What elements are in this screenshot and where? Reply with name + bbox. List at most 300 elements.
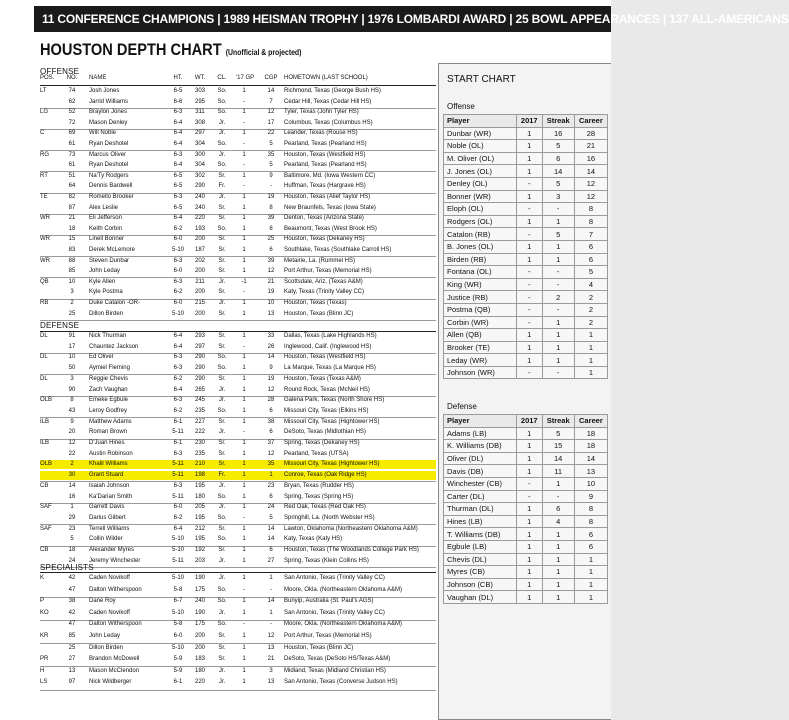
cell-games-played: - [243,98,245,105]
cell-games-played: 1 [242,418,246,425]
cell-games-played: 1 [242,300,246,306]
cell-games-played: 1 [242,215,246,222]
start-chart-stat: 1 [517,452,543,465]
start-chart-row [444,266,608,279]
cell-class: Jr. [218,504,226,511]
cell-career-games: 19 [267,375,275,382]
cell-career-games: 14 [267,525,275,532]
defense-row [40,386,436,395]
start-chart-stat: 18 [574,440,607,453]
cell-weight: 180 [194,493,205,500]
start-chart-player: King (WR) [444,278,517,291]
start-chart-header: Player [444,415,517,428]
cell-games-played: -1 [241,278,247,285]
start-chart-row [444,127,608,140]
cell-number: 61 [68,141,76,147]
cell-weight: 200 [194,236,205,243]
cell-weight: 200 [194,289,205,296]
cell-class: Sr. [218,236,226,243]
cell-height: 6-2 [173,514,183,521]
cell-hometown: Houston, Texas (Alief Taylor HS) [284,194,371,200]
cell-number: 42 [68,609,76,616]
cell-number: 64 [68,183,76,190]
title-text: HOUSTON DEPTH CHART [40,40,222,59]
cell-career-games: 5 [269,141,273,147]
cell-hometown: Beaumont, Texas (West Brook HS) [284,225,377,232]
cell-weight: 308 [194,119,205,126]
cell-career-games: 25 [267,236,275,243]
cell-hometown: Conroe, Texas (Oak Ridge HS) [284,472,367,479]
defense-row [40,493,436,502]
cell-height: 6-2 [173,407,183,414]
start-chart-player: Chevis (DL) [444,553,517,566]
cell-name: D'Juan Hines [89,440,125,446]
start-chart-row [444,440,608,453]
offense-heading: OFFENSE [40,67,80,76]
cell-career-games: 5 [269,162,273,169]
cell-career-games: 1 [269,575,273,581]
cell-weight: 245 [194,397,205,404]
cell-height: 6-3 [173,365,183,372]
cell-height: 6-4 [173,386,183,393]
cell-weight: 240 [194,204,205,211]
cell-height: 6-5 [173,204,183,211]
cell-weight: 195 [194,482,205,489]
cell-games-played: 1 [242,365,246,372]
cell-number: 72 [68,119,76,126]
specialists-rule [40,572,436,573]
cell-height: 6-4 [173,130,183,137]
cell-number: 24 [68,557,76,564]
cell-number: 85 [68,633,76,639]
cell-name: Dalton Witherspoon [89,621,142,628]
cell-career-games: 14 [267,354,275,361]
cell-career-games: 5 [269,514,273,521]
start-chart-stat: - [517,490,543,503]
cell-name: Caden Novikoff [89,609,130,616]
cell-name: Matthew Adams [89,418,132,425]
start-chart-player: Hines (LB) [444,515,517,528]
start-chart-row [444,152,608,165]
cell-height: 5-11 [172,557,184,564]
cell-name: Steven Dunbar [89,257,130,264]
start-chart-stat: 1 [517,240,543,253]
cell-number: 85 [68,268,76,275]
cell-weight: 200 [194,310,205,317]
cell-career-games: 37 [267,440,275,446]
cell-career-games: 1 [269,609,273,616]
start-chart-header: Streak [542,115,574,128]
cell-pos: PR [40,656,49,663]
start-chart-stat: - [517,266,543,279]
cell-games-played: 1 [242,493,246,500]
cell-name: Braylon Jones [89,109,128,116]
start-chart-row [444,591,608,604]
cell-class: Jr. [218,397,226,404]
start-chart-row [444,228,608,241]
start-chart-stat: 18 [574,427,607,440]
cell-weight: 195 [194,536,205,543]
start-chart-stat: 1 [574,578,607,591]
cell-hometown: Spring, Texas (Dekaney HS) [284,440,360,446]
cell-name: Mason Denley [89,119,128,126]
cell-class: Jr. [218,386,226,393]
cell-weight: 202 [194,257,205,264]
cell-number: 47 [68,586,76,593]
cell-career-games: 26 [267,343,275,350]
cell-number: 69 [68,130,76,137]
cell-name: Marcus Oliver [89,151,127,158]
cell-pos: LT [40,88,47,94]
cell-hometown: Inglewood, Calif. (Inglewood HS) [284,343,372,350]
cell-number: 27 [68,656,76,663]
cell-hometown: Houston, Texas (Blinn JC) [284,310,354,317]
cell-name: Grant Stuard [89,472,124,479]
cell-career-games: 14 [267,536,275,543]
cell-career-games: 9 [269,172,273,179]
cell-pos: H [40,667,45,674]
start-chart-player: K. Williams (DB) [444,440,517,453]
start-chart-stat: 2 [574,303,607,316]
cell-hometown: New Braunfels, Texas (Iowa State) [284,204,376,211]
cell-hometown: Houston, Texas (Westfield HS) [284,151,366,158]
cell-hometown: Lawton, Oklahoma (Northeastern Oklahoma A&M) [284,525,418,532]
start-chart-title: START CHART [447,74,516,85]
cell-pos: RT [40,172,48,179]
specialists-row [40,609,436,618]
cell-games-played: 1 [242,525,246,532]
cell-number: 83 [68,247,76,253]
cell-height: 5-11 [172,461,184,468]
start-chart-stat: 1 [517,127,543,140]
cell-class: Fr. [218,472,226,479]
cell-number: 3 [70,375,74,382]
cell-height: 6-2 [173,289,183,296]
cell-games-played: 1 [242,609,246,616]
cell-games-played: 1 [242,644,246,651]
cell-games-played: - [243,429,245,436]
cell-games-played: 1 [242,333,246,339]
cell-weight: 295 [194,98,205,105]
cell-hometown: Huffman, Texas (Hargrave HS) [284,183,366,190]
offense-row [40,161,436,170]
start-chart-stat: 1 [517,566,543,579]
start-chart-stat: 1 [517,341,543,354]
start-chart-player: Justice (RB) [444,291,517,304]
cell-career-games: 39 [267,257,275,264]
cell-hometown: Houston, Texas (Blinn JC) [284,644,354,651]
offense-row [40,140,436,149]
cell-class: Sr. [218,418,226,425]
cell-pos: ILB [40,418,50,425]
cell-career-games: 38 [267,418,275,425]
defense-row [40,375,436,384]
cell-career-games: - [270,586,272,593]
offense-row [40,98,436,107]
cell-class: Sr. [218,450,226,457]
start-chart-stat: 10 [574,477,607,490]
cell-height: 6-3 [173,354,183,361]
specialists-row [40,678,436,687]
start-chart-row [444,515,608,528]
start-chart-player: Noble (OL) [444,140,517,153]
cell-games-played: - [243,119,245,126]
cell-games-played: - [243,586,245,593]
start-chart-stat: 6 [574,528,607,541]
cell-career-games: 33 [267,333,275,339]
cell-career-games: 12 [267,268,275,275]
offense-row [40,204,436,213]
cell-career-games: 6 [269,247,273,253]
cell-name: Dennis Bardwell [89,183,133,190]
start-chart-stat: 15 [542,440,574,453]
start-chart-row [444,177,608,190]
cell-weight: 290 [194,365,205,372]
start-chart-player: Egbule (LB) [444,540,517,553]
start-chart-stat: 1 [542,540,574,553]
group-divider [40,567,436,568]
cell-hometown: Missouri City, Texas (Elkins HS) [284,407,369,414]
start-chart-player: T. Williams (DB) [444,528,517,541]
start-chart-header-row [444,115,608,128]
cell-games-played: 1 [242,598,246,605]
cell-career-games: 19 [267,194,275,200]
cell-games-played: 1 [242,225,246,232]
header-gp: '17 GP [236,75,255,81]
start-chart-stat: 1 [542,341,574,354]
cell-number: 2 [70,300,74,306]
cell-number: 18 [68,225,76,232]
cell-career-games: 12 [267,450,275,457]
cell-height: 5-10 [171,575,184,581]
defense-row [40,332,436,341]
cell-pos: P [40,598,45,605]
cell-class: Jr. [218,667,226,674]
cell-name: Jeremy Winchester [89,557,141,564]
cell-weight: 222 [194,429,205,436]
cell-games-played: 1 [242,656,246,663]
cell-pos: SAF [40,504,52,511]
cell-weight: 230 [194,440,205,446]
start-chart-stat: 4 [574,278,607,291]
offense-row [40,225,436,234]
cell-career-games: 27 [267,557,275,564]
cell-name: Kyle Allen [89,278,116,285]
start-chart-stat: 2 [574,316,607,329]
cell-career-games: 7 [269,98,273,105]
start-chart-stat: 1 [574,366,607,379]
cell-pos: RG [40,151,49,158]
cell-class: Sr. [218,343,226,350]
cell-hometown: Houston, Texas (Dekaney HS) [284,236,365,243]
specialists-row [40,655,436,664]
cell-class: So. [217,141,227,147]
start-chart-offense-heading: Offense [447,102,475,111]
header-cgp: CGP [264,75,278,81]
cell-name: Isaiah Johnson [89,482,130,489]
cell-height: 5-9 [173,656,183,663]
cell-weight: 297 [194,130,205,137]
cell-pos: ILB [40,440,50,446]
cell-class: So. [217,514,227,521]
start-chart-player: Myres (CB) [444,566,517,579]
start-chart-stat: 1 [542,553,574,566]
cell-height: 6-5 [173,172,183,179]
cell-height: 6-4 [173,119,183,126]
cell-hometown: Dallas, Texas (Lake Highlands HS) [284,333,377,339]
cell-height: 6-0 [173,300,183,306]
cell-career-games: 39 [267,215,275,222]
start-chart-player: J. Jones (OL) [444,165,517,178]
title-subtitle: (Unofficial & projected) [225,48,302,57]
cell-class: Jr. [218,194,226,200]
start-chart-stat: 8 [574,503,607,516]
cell-weight: 212 [194,525,205,532]
cell-class: Sr. [218,644,226,651]
cell-height: 6-2 [173,225,183,232]
start-chart-stat: 5 [542,140,574,153]
cell-hometown: Moore, Okla. (Northeastern Oklahoma A&M) [284,621,403,628]
cell-career-games: 23 [267,482,275,489]
defense-row [40,525,436,534]
cell-hometown: Round Rock, Texas (McNeil HS) [284,386,370,393]
cell-pos: C [40,130,45,137]
cell-games-played: - [243,183,245,190]
start-chart-stat: 1 [542,477,574,490]
cell-number: 25 [68,644,76,651]
start-chart-header: Streak [542,415,574,428]
offense-row [40,193,436,202]
start-chart-stat: 1 [542,240,574,253]
start-chart-stat: 1 [542,329,574,342]
cell-height: 6-5 [173,183,183,190]
cell-class: Jr. [218,130,226,137]
start-chart-stat: 1 [517,427,543,440]
cell-hometown: Katy, Texas (Katy HS) [284,536,343,543]
specialists-row [40,620,436,629]
cell-name: John Leday [89,633,121,639]
specialists-row [40,667,436,676]
start-chart-stat: 1 [542,578,574,591]
start-chart-stat: - [517,203,543,216]
cell-name: Roman Brown [89,429,128,436]
cell-number: 38 [68,598,76,605]
start-chart-offense-table [443,114,608,379]
cell-number: 25 [68,310,76,317]
cell-pos: KR [40,633,49,639]
start-chart-header: Career [574,115,607,128]
cell-class: So. [217,536,227,543]
start-chart-stat: 1 [574,553,607,566]
cell-hometown: Columbus, Texas (Columbus HS) [284,119,373,126]
cell-class: Sr. [218,257,226,264]
cell-number: 29 [68,514,76,521]
cell-pos: CB [40,482,49,489]
cell-height: 6-3 [173,194,183,200]
cell-weight: 302 [194,172,205,179]
start-chart-player: Rodgers (OL) [444,215,517,228]
start-chart-stat: 5 [542,177,574,190]
cell-number: 47 [68,621,76,628]
cell-height: 6-3 [173,257,183,264]
cell-name: Romello Brooker [89,194,134,200]
start-chart-player: Bonner (WR) [444,190,517,203]
specialists-row [40,632,436,641]
cell-height: 5-8 [173,621,183,628]
cell-weight: 205 [194,504,205,511]
specialists-row [40,586,436,595]
cell-name: Garrett Davis [89,504,125,511]
start-chart-stat: 1 [517,578,543,591]
cell-weight: 304 [194,141,205,147]
cell-number: 97 [68,679,76,686]
cell-height: 6-1 [173,418,183,425]
cell-number: 12 [68,440,76,446]
defense-row [40,407,436,416]
cell-hometown: Cedar Hill, Texas (Cedar Hill HS) [284,98,372,105]
cell-hometown: Richmond, Texas (George Bush HS) [284,88,381,94]
start-chart-row [444,140,608,153]
start-chart-row [444,553,608,566]
specialists-heading: SPECIALISTS [40,563,94,572]
header-name: NAME [89,75,107,81]
cell-weight: 311 [195,109,205,116]
start-chart-row [444,528,608,541]
cell-career-games: 24 [267,504,275,511]
cell-name: Keith Corbin [89,225,123,232]
start-chart-row [444,190,608,203]
start-chart-stat: - [542,203,574,216]
cell-career-games: 28 [267,397,275,404]
cell-weight: 300 [194,151,205,158]
cell-career-games: 19 [267,289,275,296]
cell-name: Ryan Deshotel [89,162,129,169]
cell-pos: LG [40,109,49,116]
cell-weight: 195 [194,514,205,521]
cell-weight: 215 [194,300,205,306]
start-chart-stat: 1 [517,440,543,453]
start-chart-player: Postma (QB) [444,303,517,316]
offense-row [40,87,436,96]
cell-pos: WR [40,236,50,243]
cell-games-played: - [243,343,245,350]
cell-class: Jr. [218,609,226,616]
offense-row [40,172,436,181]
cell-class: So. [217,354,227,361]
cell-career-games: 35 [267,461,275,468]
cell-class: Sr. [218,215,226,222]
header-cl: CL. [217,75,227,81]
start-chart-player: B. Jones (OL) [444,240,517,253]
cell-hometown: San Antonio, Texas (Trinity Valley CC) [284,609,385,616]
cell-height: 6-4 [173,343,183,350]
cell-hometown: Midland, Texas (Midland Christian HS) [284,667,386,674]
cell-name: Dane Roy [89,598,116,605]
start-chart-stat: 16 [542,127,574,140]
cell-hometown: La Marque, Texas (La Marque HS) [284,365,376,372]
start-chart-stat: 8 [574,203,607,216]
cell-name: John Leday [89,268,121,275]
cell-class: Jr. [218,151,226,158]
start-chart-stat: 1 [517,591,543,604]
cell-hometown: Leander, Texas (Rouse HS) [284,130,358,137]
start-chart-player: Adams (LB) [444,427,517,440]
cell-name: Leroy Godfrey [89,407,128,414]
start-chart-row [444,291,608,304]
cell-hometown: Bryan, Texas (Rudder HS) [284,482,354,489]
cell-pos: SAF [40,525,52,532]
cell-name: Dillon Birden [89,310,124,317]
